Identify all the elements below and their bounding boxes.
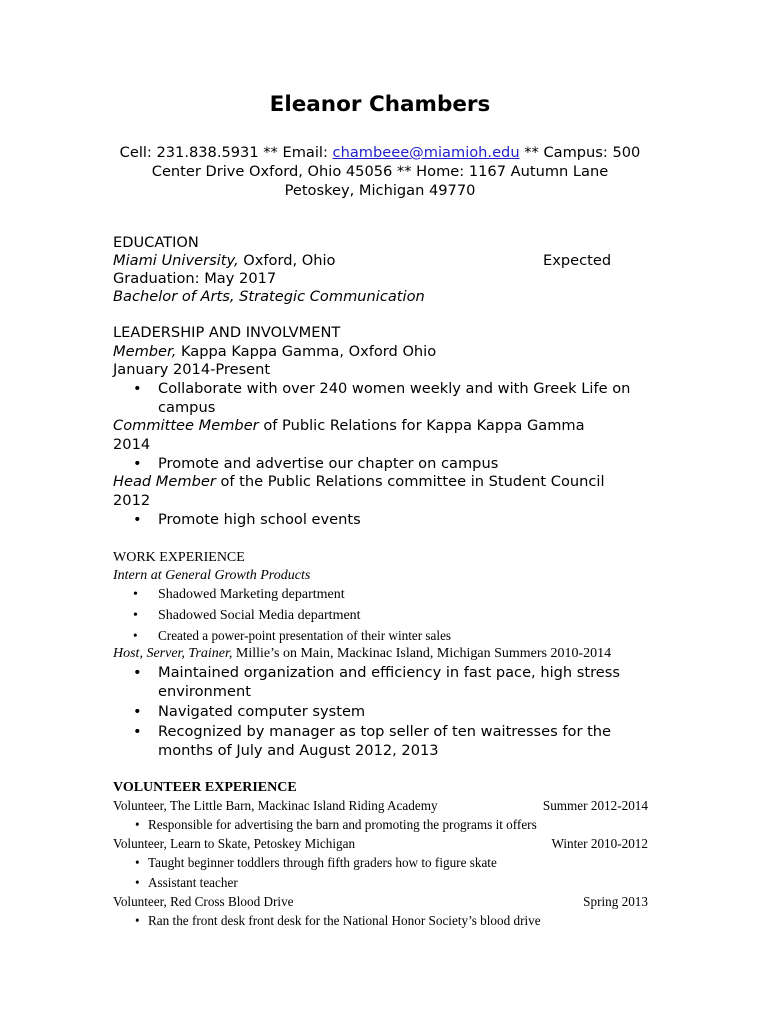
bullet-text: Navigated computer system (158, 703, 366, 720)
leadership-heading: LEADERSHIP AND INVOLVMENT (113, 324, 341, 341)
leadership-role: Head Member (113, 473, 216, 490)
bullet-text-continuation: campus (158, 399, 216, 416)
bullet-glyph: • (133, 587, 138, 602)
volunteer-entry-2-date: Winter 2010-2012 (551, 836, 648, 851)
volunteer-entry-1-date: Summer 2012-2014 (542, 798, 648, 813)
bullet-text: Promote high school events (158, 511, 361, 528)
bullet-text-continuation: environment (158, 683, 251, 700)
bullet-text: Promote and advertise our chapter on campus (158, 455, 499, 472)
bullet-glyph: • (133, 664, 142, 681)
expected-label: Expected (543, 252, 612, 269)
volunteer-heading: VOLUNTEER EXPERIENCE (113, 780, 297, 795)
bullet-glyph: • (135, 913, 140, 928)
education-heading: EDUCATION (113, 234, 199, 251)
bullet-glyph: • (133, 703, 142, 720)
bullet-glyph: • (135, 855, 140, 870)
job-2-roles: Host, Server, Trainer, (113, 646, 233, 661)
work-heading: WORK EXPERIENCE (113, 550, 245, 565)
contact-info (0, 144, 760, 200)
bullet-text-continuation: months of July and August 2012, 2013 (158, 742, 439, 759)
job-1-title: Intern at General Growth Products (113, 568, 311, 583)
bullet-text: Created a power-point presentation of their winter sales (158, 628, 452, 643)
leadership-entry-2-title (113, 417, 585, 436)
bullet-text: Assistant teacher (148, 875, 238, 890)
leadership-role: Committee Member (113, 417, 259, 434)
degree: Bachelor of Arts, Strategic Communication (113, 288, 425, 305)
volunteer-entry-2-title: Volunteer, Learn to Skate, Petoskey Michigan (113, 836, 356, 851)
bullet-glyph: • (135, 875, 140, 890)
leadership-entry-3-date: 2012 (113, 492, 151, 509)
bullet-text: Recognized by manager as top seller of ten waitresses for the (158, 723, 612, 740)
bullet-text: Maintained organization and efficiency in fast pace, high stress (158, 664, 620, 681)
leadership-entry-1-title (113, 343, 436, 362)
bullet-text: Shadowed Marketing department (158, 587, 345, 602)
contact-line-3: Petoskey, Michigan 49770 (284, 181, 476, 199)
bullet-text: Collaborate with over 240 women weekly and with Greek Life on (158, 380, 631, 397)
school-name: Miami University, (113, 252, 239, 269)
bullet-glyph: • (133, 723, 142, 740)
job-2-title (113, 644, 611, 664)
bullet-glyph: • (133, 628, 138, 643)
volunteer-entry-1-title: Volunteer, The Little Barn, Mackinac Island Riding Academy (113, 798, 438, 813)
school-location: Oxford, Ohio (238, 252, 336, 269)
bullet-text: Ran the front desk front desk for the National Honor Society’s blood drive (148, 913, 541, 928)
leadership-entry-1-date: January 2014-Present (113, 361, 271, 378)
contact-campus-label: ** Campus: 500 (519, 144, 641, 161)
job-2-details: Millie’s on Main, Mackinac Island, Michigan Summers 2010-2014 (232, 646, 612, 661)
leadership-role: Member, (113, 343, 177, 360)
bullet-glyph: • (133, 380, 142, 397)
leadership-org: of Public Relations for Kappa Kappa Gamma (258, 417, 585, 434)
leadership-entry-3-title (113, 473, 605, 492)
leadership-entry-2-date: 2014 (113, 436, 151, 453)
volunteer-entry-3-date: Spring 2013 (583, 894, 648, 909)
bullet-glyph: • (133, 511, 142, 528)
contact-line-2: Center Drive Oxford, Ohio 45056 ** Home: 1167 Autumn Lane (151, 162, 609, 180)
email-link[interactable]: chambeee@miamioh.edu (332, 144, 520, 161)
graduation-date: Graduation: May 2017 (113, 270, 277, 287)
bullet-text: Shadowed Social Media department (158, 608, 361, 623)
leadership-org: Kappa Kappa Gamma, Oxford Ohio (176, 343, 437, 360)
volunteer-entry-3-title: Volunteer, Red Cross Blood Drive (113, 894, 294, 909)
bullet-text: Responsible for advertising the barn and promoting the programs it offers (148, 817, 537, 832)
bullet-glyph: • (133, 455, 142, 472)
bullet-glyph: • (133, 608, 138, 623)
education-school-line (113, 252, 335, 271)
contact-phone-email-label: Cell: 231.838.5931 ** Email: (119, 144, 333, 161)
resume-name: Eleanor Chambers (269, 92, 491, 117)
bullet-text: Taught beginner toddlers through fifth graders how to figure skate (148, 855, 497, 870)
contact-line-1 (0, 144, 760, 163)
leadership-org: of the Public Relations committee in Student Council (215, 473, 605, 490)
bullet-glyph: • (135, 817, 140, 832)
